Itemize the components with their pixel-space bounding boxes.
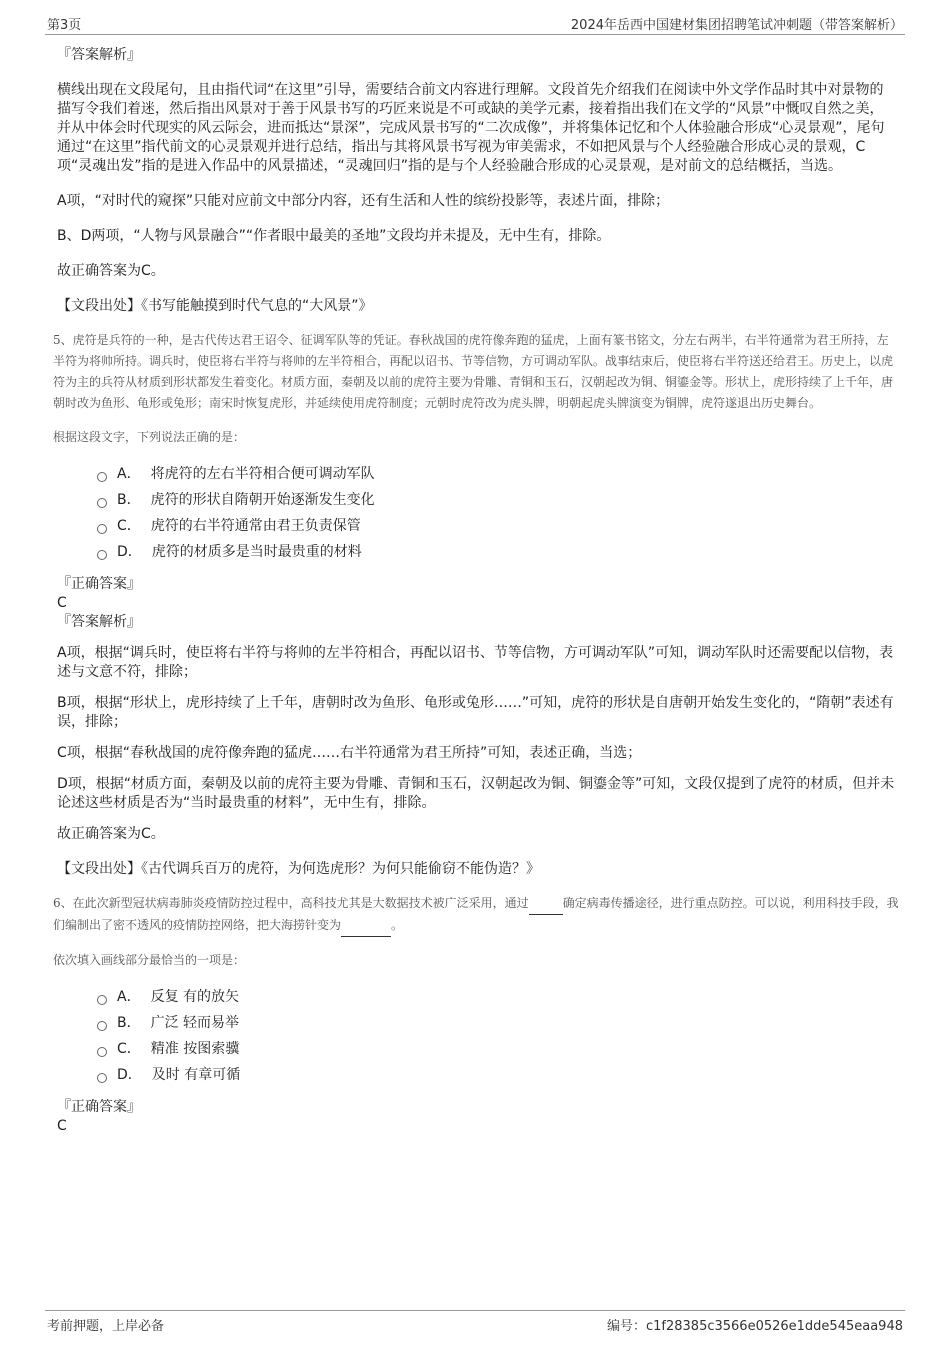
question-6-text [53,893,899,937]
passage-source [57,860,897,879]
option-letter: A． [117,989,141,1005]
option-text: 虎符的形状自隋朝开始逐渐发生变化 [150,492,375,508]
footer-slogan: 考前押题，上岸必备 [47,1319,165,1334]
question-6-options [97,984,897,1088]
source-title: 《古代调兵百万的虎符，为何选虎形？为何只能偷窃不能伪造？》 [141,861,540,877]
question-6-text-part: 确定病毒传播途径，进行重点防控。可以说，利用科技手段，我们编制出了密不透风的疫情防控网络，把大海捞针变为 [53,896,899,932]
answer-label: 『正确答案』 [57,576,141,592]
radio-icon[interactable] [97,1073,107,1083]
source-label: 【文段出处】 [57,298,141,314]
radio-icon[interactable] [97,498,107,508]
radio-icon[interactable] [97,1047,107,1057]
option-b[interactable] [97,487,897,513]
option-text: 广泛 轻而易举 [150,1015,240,1031]
analysis-paragraph: 横线出现在文段尾句，且由指代词“在这里”引导，需要结合前文内容进行理解。文段首先介绍我们在阅读中外文学作品时其中对景物的描写令我们着迷，然后指出风景对于善于风景书写的巧匠来说是不可或缺的美学元素，接着指出我们在文学的“风景”中慨叹自然之美，并从中体会时代现实的风云际会，进而抵达“景深”，完成风景书写的“二次成像”，并将集体记忆和个人体验融合形成“心灵景观”，尾句通过“在这里”指代前文的心灵景观并进行总结，指出与其将风景书写视为审美需求，不如把风景与个人经验融合形成心灵的景观，C项“灵魂出发”指的是进入作品中的风景描述，“灵魂回归”指的是与个人经验融合形成的心灵景观，是对前文的总结概括，当选。 [57,82,885,174]
option-letter: D． [117,544,142,560]
answer-label: 『正确答案』 [57,1099,141,1115]
option-text: 精准 按图索骥 [150,1041,240,1057]
question-5-prompt: 根据这段文字，下列说法正确的是： [53,430,246,444]
option-d[interactable] [97,1062,897,1088]
option-c[interactable] [97,1036,897,1062]
source-title: 《书写能触摸到时代气息的“大风景”》 [141,298,373,314]
option-a[interactable] [97,461,897,487]
document-id: 编号：c1f28385c3566e0526e1dde545eaa948 [607,1319,903,1334]
question-6-text-part: 。 [391,918,404,932]
analysis-paragraph: A项，根据“调兵时，使臣将右半符与将帅的左半符相合，再配以诏书、节等信物，方可调动军队”可知，调动军队时还需要配以信物，表述与文意不符，排除； [57,645,894,680]
page-header [45,14,905,35]
analysis-paragraph: B项，根据“形状上，虎形持续了上千年，唐朝时改为鱼形、龟形或兔形……”可知，虎符的形状是自唐朝开始发生变化的，“隋朝”表述有误，排除； [57,695,894,730]
analysis-paragraph: A项，“对时代的窥探”只能对应前文中部分内容，还有生活和人性的缤纷投影等，表述片面，排除； [57,193,670,209]
radio-icon[interactable] [97,472,107,482]
question-6-prompt: 依次填入画线部分最恰当的一项是： [53,953,246,967]
option-letter: B． [117,492,141,508]
option-letter: D． [117,1067,142,1083]
radio-icon[interactable] [97,550,107,560]
option-b[interactable] [97,1010,897,1036]
analysis-paragraph: 故正确答案为C。 [57,263,165,279]
radio-icon[interactable] [97,524,107,534]
analysis-label: 『答案解析』 [57,614,141,630]
option-letter: A． [117,466,141,482]
answer-value: C [57,595,67,611]
option-c[interactable] [97,513,897,539]
option-text: 及时 有章可循 [151,1067,241,1083]
question-5-options [97,461,897,565]
document-title: 2024年岳西中国建材集团招聘笔试冲刺题（带答案解析） [570,18,903,33]
analysis-paragraph: 故正确答案为C。 [57,826,165,842]
option-letter: C． [117,518,141,534]
option-letter: C． [117,1041,141,1057]
analysis-paragraph: D项，根据“材质方面，秦朝及以前的虎符主要为骨雕、青铜和玉石，汉朝起改为铜、铜鎏金等”可知，文段仅提到了虎符的材质，但并未论述这些材质是否为“当时最贵重的材料”，无中生有，排除。 [57,776,895,811]
radio-icon[interactable] [97,1021,107,1031]
option-text: 虎符的材质多是当时最贵重的材料 [151,544,362,560]
analysis-label: 『答案解析』 [57,47,141,63]
passage-source [57,297,897,316]
page-footer [45,1310,905,1333]
fill-blank[interactable] [529,893,563,915]
page-number: 第3页 [47,18,82,33]
option-text: 反复 有的放矢 [150,989,240,1005]
radio-icon[interactable] [97,995,107,1005]
source-label: 【文段出处】 [57,861,141,877]
option-letter: B． [117,1015,141,1031]
question-5-text: 5、虎符是兵符的一种，是古代传达君王诏令、征调军队等的凭证。春秋战国的虎符像奔跑的猛虎，上面有篆书铭文，分左右两半，右半符通常为君王所持，左半符为将帅所持。调兵时，使臣将右半符与将帅的左半符相合，再配以诏书、节等信物，方可调动军队。战事结束后，使臣将右半符送还给君王。历史上，以虎符为主的兵符从材质到形状都发生着变化。材质方面，秦朝及以前的虎符主要为骨雕、青铜和玉石，汉朝起改为铜、铜鎏金等。形状上，虎形持续了上千年，唐朝时改为鱼形、龟形或兔形；南宋时恢复虎形，并延续使用虎符制度；元朝时虎符改为虎头牌，明朝起虎头牌演变为铜牌，虎符遂退出历史舞台。 [53,333,894,410]
option-d[interactable] [97,539,897,565]
option-text: 虎符的右半符通常由君王负责保管 [150,518,361,534]
question-6-text-part: 6、在此次新型冠状病毒肺炎疫情防控过程中，高科技尤其是大数据技术被广泛采用，通过 [53,896,529,910]
document-body [53,46,899,1136]
analysis-paragraph: B、D两项，“人物与风景融合”“作者眼中最美的圣地”文段均并未提及，无中生有，排除。 [57,228,611,244]
answer-value: C [57,1118,67,1134]
option-text: 将虎符的左右半符相合便可调动军队 [150,466,375,482]
option-a[interactable] [97,984,897,1010]
analysis-paragraph: C项，根据“春秋战国的虎符像奔跑的猛虎……右半符通常为君王所持”可知，表述正确，当选； [57,745,642,761]
fill-blank[interactable] [341,915,391,937]
